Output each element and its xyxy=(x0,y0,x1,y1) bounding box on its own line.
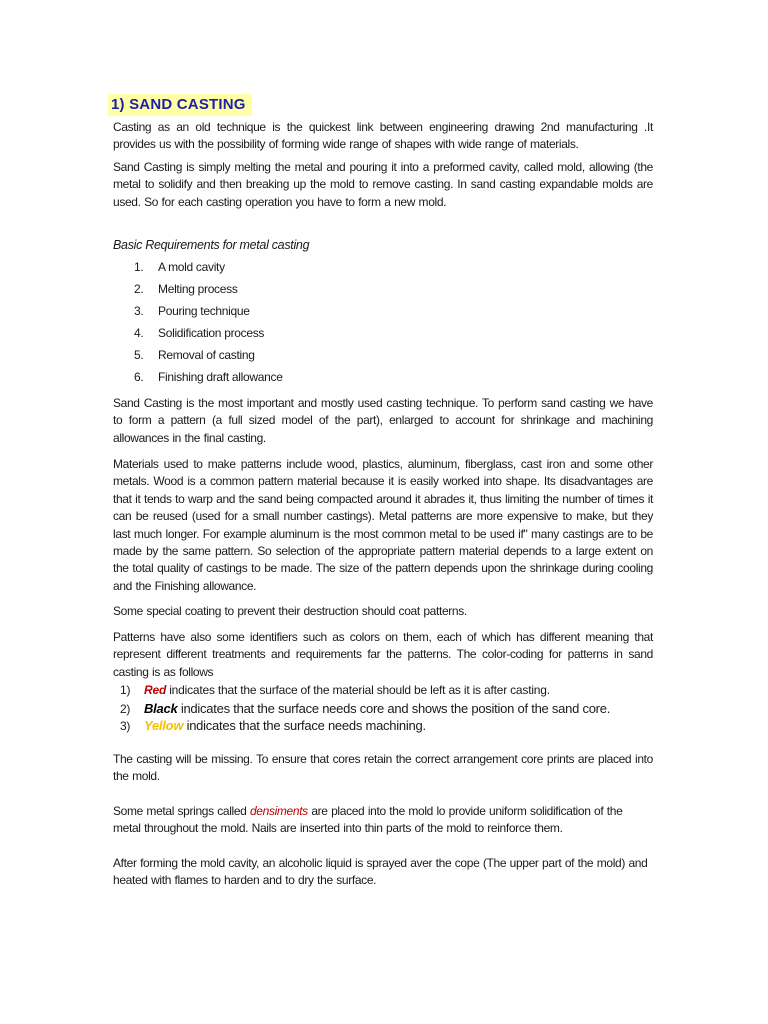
paragraph-text: Some metal springs called xyxy=(113,804,250,818)
list-text: Melting process xyxy=(158,282,238,296)
list-number: 6. xyxy=(134,370,144,384)
list-text: Removal of casting xyxy=(158,348,255,362)
list-text: A mold cavity xyxy=(158,260,225,274)
list-text: Finishing draft allowance xyxy=(158,370,283,384)
paragraph-identifiers: Patterns have also some identifiers such as colors on them, each of which has different meaning that represent different treatments and requirements far the patterns. The color-coding for patterns in sand casting is as follows xyxy=(113,630,653,679)
color-code-list xyxy=(120,682,610,735)
paragraph-intro: Casting as an old technique is the quickest link between engineering drawing 2nd manufacturing .It provides us with the possibility of forming wide range of shapes with wide range of materials. xyxy=(113,120,653,152)
paragraph-cope: After forming the mold cavity, an alcoholic liquid is sprayed aver the cope (The upper part of the mold) and heated with flames to harden and to dry the surface. xyxy=(113,856,648,888)
list-item xyxy=(120,717,610,735)
paragraph-text: are placed into the mold lo provide uniform solidification of the metal throughout the mold. Nails are inserted into thin parts of the mold to reinforce them. xyxy=(113,804,623,836)
list-number: 3) xyxy=(120,719,131,733)
paragraph-sand-casting: Sand Casting is the most important and mostly used casting technique. To perform sand casting we have to form a pattern (a full sized model of the part), enlarged to account for shrinkage and machining allowances in the final casting. xyxy=(113,396,653,445)
paragraph-definition: Sand Casting is simply melting the metal and pouring it into a preformed cavity, called mold, allowing (the metal to solidify and then breaking up the mold to remove casting. In sand casting expandable molds are used. So for each casting operation you have to form a new mold. xyxy=(113,160,653,209)
list-number: 2) xyxy=(120,701,131,716)
list-text: indicates that the surface needs machining. xyxy=(183,718,426,733)
paragraph-coating: Some special coating to prevent their destruction should coat patterns. xyxy=(113,604,467,618)
list-text: Solidification process xyxy=(158,326,265,340)
section-title: 1) SAND CASTING xyxy=(108,94,252,116)
list-item xyxy=(134,369,283,391)
paragraph-densiments xyxy=(113,803,653,838)
paragraph-cores: The casting will be missing. To ensure that cores retain the correct arrangement core prints are placed into the mold. xyxy=(113,752,653,784)
list-text: Pouring technique xyxy=(158,304,250,318)
list-item xyxy=(134,281,283,303)
color-word-yellow: Yellow xyxy=(144,718,184,733)
list-item xyxy=(134,259,283,281)
highlighted-term: densiments xyxy=(249,804,308,818)
requirements-list xyxy=(134,259,283,391)
list-item xyxy=(134,347,283,369)
list-item xyxy=(134,303,283,325)
color-word-red: Red xyxy=(144,683,167,697)
list-number: 1) xyxy=(120,683,131,697)
list-text: indicates that the surface of the material should be left as it is after casting. xyxy=(166,683,550,697)
list-item xyxy=(134,325,283,347)
list-number: 4. xyxy=(134,326,144,340)
list-item xyxy=(120,700,610,718)
list-number: 3. xyxy=(134,304,144,318)
list-text: indicates that the surface needs core and shows the position of the sand core. xyxy=(177,700,611,716)
list-number: 5. xyxy=(134,348,144,362)
list-number: 2. xyxy=(134,282,144,296)
list-number: 1. xyxy=(134,260,144,274)
list-item xyxy=(120,682,610,700)
color-word-black: Black xyxy=(144,700,178,716)
paragraph-materials: Materials used to make patterns include wood, plastics, aluminum, fiberglass, cast iron and some other metals. Wood is a common pattern material because it is easily worked into shape. Its disadvantages are that it tends to warp and the sand being compacted around it abrades it, thus limiting the number of times it can be reused (used for a small number castings). Metal patterns are more expensive to make, but they last much longer. For example aluminum is the most common metal to be used if" many castings are to be made by the same pattern. So selection of the appropriate pattern material depends to a large extent on the total quality of castings to be made. The size of the pattern depends upon the shrinkage during cooling and the Finishing allowance. xyxy=(113,457,653,593)
requirements-heading: Basic Requirements for metal casting xyxy=(113,238,310,252)
